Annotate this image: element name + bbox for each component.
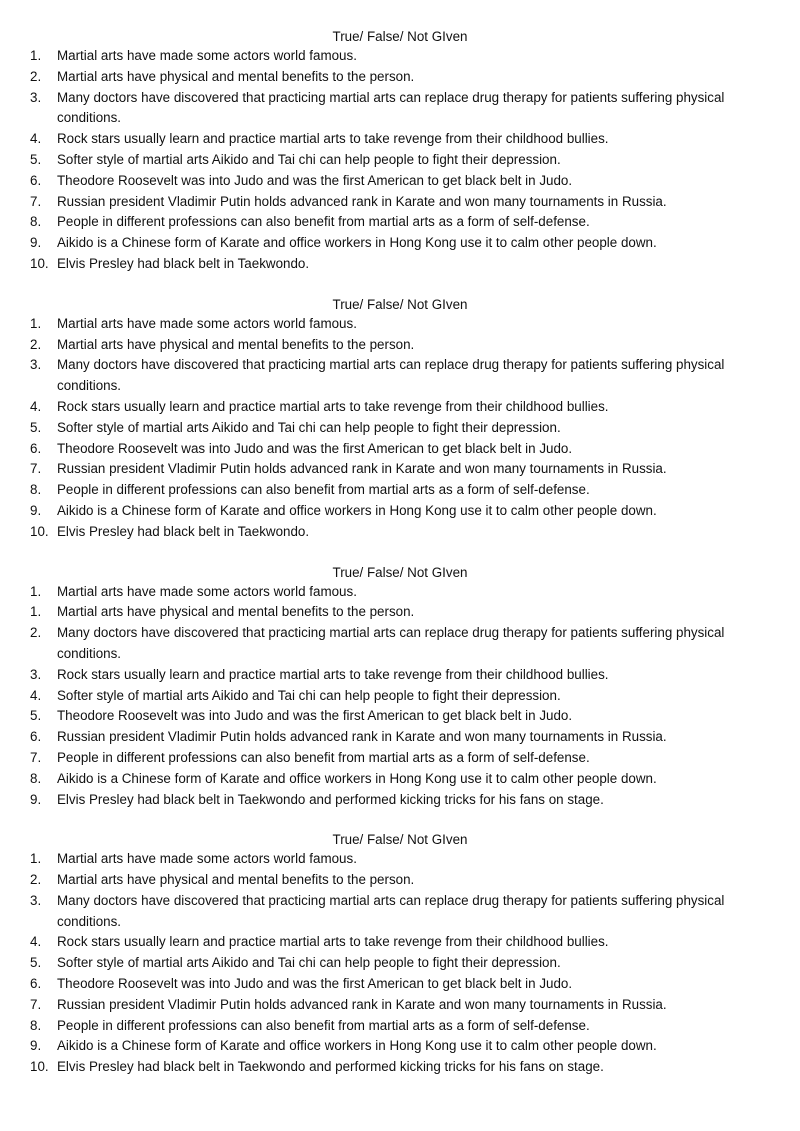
item-text: Rock stars usually learn and practice martial arts to take revenge from their childhood bullies. (57, 398, 609, 414)
item-text: Martial arts have physical and mental benefits to the person. (57, 872, 415, 888)
item-text: Russian president Vladimir Putin holds advanced rank in Karate and won many tournaments in Russia. (57, 193, 667, 209)
item-text: Many doctors have discovered that practicing martial arts can replace drug therapy for patients suffering physical conditions. (57, 625, 725, 661)
item-text: Rock stars usually learn and practice martial arts to take revenge from their childhood bullies. (57, 934, 609, 950)
item-number: 2. (30, 625, 42, 641)
list-item (0, 129, 800, 150)
item-number: 7. (30, 996, 42, 1012)
question-list (0, 582, 800, 811)
item-number: 1. (30, 48, 42, 63)
list-item (0, 706, 800, 727)
list-item (0, 522, 800, 543)
list-item (0, 974, 800, 995)
item-number: 3. (30, 357, 42, 373)
item-number: 1. (30, 583, 42, 599)
question-section-1 (0, 29, 800, 275)
item-text: Elvis Presley had black belt in Taekwondo and performed kicking tricks for his fans on stage. (57, 1059, 604, 1075)
list-item (0, 870, 800, 891)
item-number: 10. (30, 255, 49, 271)
list-item (0, 254, 800, 275)
item-number: 9. (30, 235, 42, 251)
list-item (0, 932, 800, 953)
item-text: Martial arts have made some actors world famous. (57, 851, 357, 867)
item-number: 9. (30, 791, 42, 807)
section-title: True/ False/ Not GIven (332, 832, 468, 848)
item-text: Softer style of martial arts Aikido and Tai chi can help people to fight their depression. (57, 687, 561, 703)
list-item (0, 501, 800, 522)
question-section-4 (0, 832, 800, 1078)
item-text: Martial arts have made some actors world famous. (57, 583, 357, 599)
item-text: Rock stars usually learn and practice martial arts to take revenge from their childhood bullies. (57, 666, 609, 682)
item-text: Aikido is a Chinese form of Karate and office workers in Hong Kong use it to calm other people down. (57, 770, 657, 786)
question-list (0, 46, 800, 275)
list-item (0, 88, 800, 130)
item-number: 6. (30, 976, 42, 992)
section-title: True/ False/ Not GIven (332, 564, 468, 580)
item-text: Martial arts have physical and mental benefits to the person. (57, 68, 415, 84)
item-text: Rock stars usually learn and practice martial arts to take revenge from their childhood bullies. (57, 131, 609, 147)
item-text: Theodore Roosevelt was into Judo and was the first American to get black belt in Judo. (57, 172, 573, 188)
item-text: Russian president Vladimir Putin holds advanced rank in Karate and won many tournaments in Russia. (57, 729, 667, 745)
question-section-3 (0, 565, 800, 811)
item-number: 7. (30, 749, 42, 765)
list-item (0, 686, 800, 707)
document-page (0, 29, 800, 1100)
item-number: 5. (30, 151, 42, 167)
item-text: Softer style of martial arts Aikido and Tai chi can help people to fight their depression. (57, 955, 561, 971)
item-number: 4. (30, 687, 42, 703)
list-item (0, 849, 800, 870)
list-item (0, 150, 800, 171)
list-item (0, 439, 800, 460)
list-item (0, 891, 800, 933)
list-item (0, 46, 800, 67)
item-number: 5. (30, 708, 42, 724)
question-section-2 (0, 297, 800, 543)
item-number: 9. (30, 1038, 42, 1054)
item-number: 2. (30, 336, 42, 352)
list-item (0, 665, 800, 686)
list-item (0, 212, 800, 233)
list-item (0, 418, 800, 439)
item-text: Many doctors have discovered that practicing martial arts can replace drug therapy for patients suffering physical conditions. (57, 89, 725, 126)
item-number: 8. (30, 482, 42, 498)
list-item (0, 790, 800, 811)
item-text: Theodore Roosevelt was into Judo and was the first American to get black belt in Judo. (57, 976, 573, 992)
list-item (0, 769, 800, 790)
item-text: Theodore Roosevelt was into Judo and was the first American to get black belt in Judo. (57, 440, 573, 456)
item-number: 10. (30, 523, 49, 539)
item-text: Aikido is a Chinese form of Karate and office workers in Hong Kong use it to calm other people down. (57, 1038, 657, 1054)
item-number: 2. (30, 872, 42, 888)
list-item (0, 192, 800, 213)
item-text: People in different professions can also benefit from martial arts as a form of self-defense. (57, 749, 590, 765)
item-text: Martial arts have physical and mental benefits to the person. (57, 336, 415, 352)
item-number: 7. (30, 193, 42, 209)
item-text: Elvis Presley had black belt in Taekwondo. (57, 255, 310, 271)
item-text: Russian president Vladimir Putin holds advanced rank in Karate and won many tournaments in Russia. (57, 461, 667, 477)
item-text: People in different professions can also benefit from martial arts as a form of self-defense. (57, 214, 590, 230)
item-text: Russian president Vladimir Putin holds advanced rank in Karate and won many tournaments in Russia. (57, 996, 667, 1012)
list-item (0, 314, 800, 335)
item-number: 4. (30, 934, 42, 950)
item-text: Martial arts have physical and mental benefits to the person. (57, 604, 415, 620)
question-list (0, 314, 800, 543)
item-text: Elvis Presley had black belt in Taekwondo and performed kicking tricks for his fans on stage. (57, 791, 604, 807)
list-item (0, 355, 800, 397)
item-number: 5. (30, 955, 42, 971)
item-number: 1. (30, 851, 42, 867)
item-number: 8. (30, 770, 42, 786)
list-item (0, 67, 800, 88)
item-number: 5. (30, 419, 42, 435)
list-item (0, 480, 800, 501)
item-text: Softer style of martial arts Aikido and Tai chi can help people to fight their depression. (57, 419, 561, 435)
section-title: True/ False/ Not GIven (332, 29, 468, 44)
item-text: Martial arts have made some actors world famous. (57, 315, 357, 331)
item-text: Theodore Roosevelt was into Judo and was the first American to get black belt in Judo. (57, 708, 573, 724)
item-number: 3. (30, 892, 42, 908)
list-item (0, 602, 800, 623)
item-number: 2. (30, 68, 42, 84)
list-item (0, 459, 800, 480)
item-number: 3. (30, 666, 42, 682)
item-text: Elvis Presley had black belt in Taekwondo. (57, 523, 310, 539)
list-item (0, 397, 800, 418)
question-list (0, 849, 800, 1078)
item-number: 3. (30, 89, 42, 105)
item-text: Aikido is a Chinese form of Karate and office workers in Hong Kong use it to calm other people down. (57, 502, 657, 518)
list-item (0, 1057, 800, 1078)
list-item (0, 335, 800, 356)
list-item (0, 171, 800, 192)
list-item (0, 995, 800, 1016)
item-text: Softer style of martial arts Aikido and Tai chi can help people to fight their depression. (57, 151, 561, 167)
item-number: 4. (30, 398, 42, 414)
item-number: 4. (30, 131, 42, 147)
item-number: 1. (30, 604, 42, 620)
item-number: 6. (30, 440, 42, 456)
item-number: 10. (30, 1059, 49, 1075)
item-number: 8. (30, 1017, 42, 1033)
item-number: 6. (30, 172, 42, 188)
list-item (0, 727, 800, 748)
item-number: 8. (30, 214, 42, 230)
item-number: 6. (30, 729, 42, 745)
list-item (0, 582, 800, 603)
item-number: 7. (30, 461, 42, 477)
item-text: Many doctors have discovered that practicing martial arts can replace drug therapy for patients suffering physical conditions. (57, 892, 725, 929)
list-item (0, 748, 800, 769)
section-title: True/ False/ Not GIven (332, 296, 468, 312)
list-item (0, 953, 800, 974)
item-number: 1. (30, 315, 42, 331)
list-item (0, 1016, 800, 1037)
list-item (0, 1036, 800, 1057)
item-text: Many doctors have discovered that practicing martial arts can replace drug therapy for patients suffering physical conditions. (57, 357, 725, 394)
item-text: People in different professions can also benefit from martial arts as a form of self-defense. (57, 1017, 590, 1033)
item-text: Aikido is a Chinese form of Karate and office workers in Hong Kong use it to calm other people down. (57, 235, 657, 251)
list-item (0, 233, 800, 254)
item-text: People in different professions can also benefit from martial arts as a form of self-defense. (57, 482, 590, 498)
list-item (0, 623, 800, 665)
item-text: Martial arts have made some actors world famous. (57, 48, 357, 63)
item-number: 9. (30, 502, 42, 518)
